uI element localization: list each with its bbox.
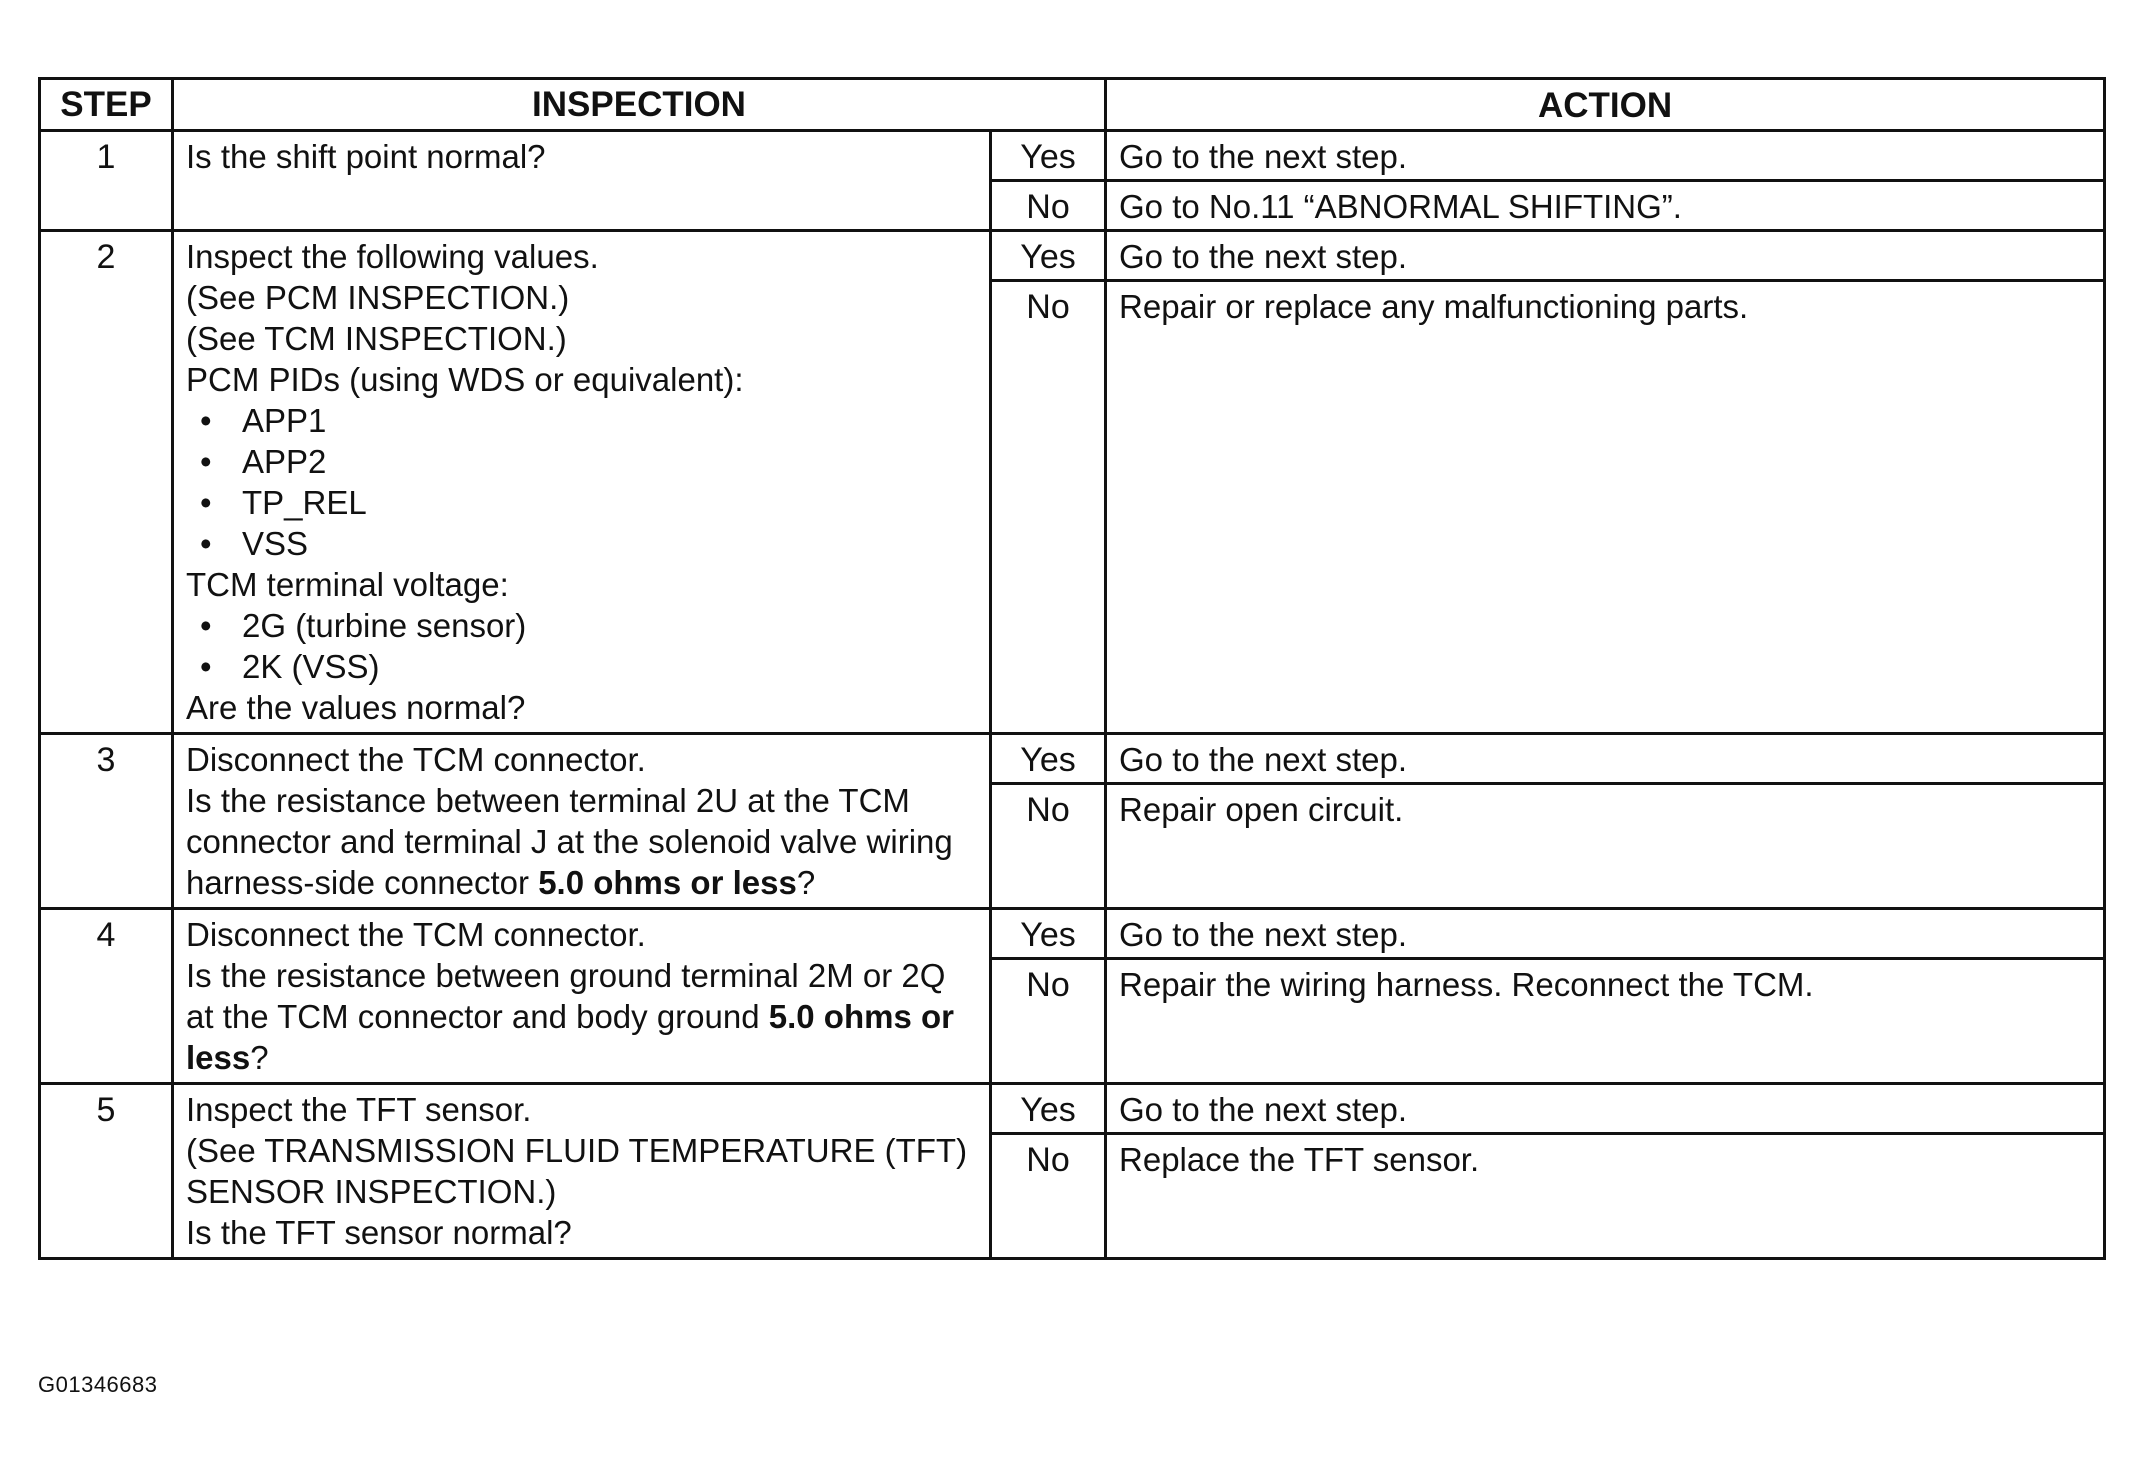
yes-action: Go to the next step.: [1106, 909, 2105, 959]
inspection-end: ?: [250, 1039, 269, 1076]
no-action: Repair the wiring harness. Reconnect the TCM.: [1106, 959, 2105, 1084]
table-row: [40, 734, 2105, 784]
step-number: 4: [40, 909, 173, 1084]
no-action: Repair open circuit.: [1106, 784, 2105, 909]
inspection-line: TCM terminal voltage:: [186, 566, 509, 603]
yes-label: Yes: [991, 131, 1106, 181]
yes-action: Go to the next step.: [1106, 1084, 2105, 1134]
no-action: Repair or replace any malfunctioning parts.: [1106, 281, 2105, 734]
inspection-line: Disconnect the TCM connector.: [186, 741, 646, 778]
header-row: [40, 79, 2105, 131]
inspection-line: Inspect the following values.: [186, 238, 599, 275]
bullet-item: • VSS: [186, 523, 977, 564]
no-label: No: [991, 1134, 1106, 1259]
inspection-line: (See PCM INSPECTION.): [186, 279, 570, 316]
table-row: [40, 131, 2105, 181]
yes-action: Go to the next step.: [1106, 734, 2105, 784]
inspection-bold-value: 5.0 ohms or less: [186, 998, 954, 1076]
inspection-cell: [173, 734, 991, 909]
no-action: Go to No.11 “ABNORMAL SHIFTING”.: [1106, 181, 2105, 231]
yes-action: Go to the next step.: [1106, 231, 2105, 281]
step-number: 1: [40, 131, 173, 231]
no-label: No: [991, 281, 1106, 734]
yes-label: Yes: [991, 1084, 1106, 1134]
yes-label: Yes: [991, 909, 1106, 959]
inspection-line: (See TCM INSPECTION.): [186, 320, 567, 357]
inspection-cell: [173, 1084, 991, 1259]
step-number: 5: [40, 1084, 173, 1259]
header-step: STEP: [40, 79, 173, 131]
bullet-item: • APP2: [186, 441, 977, 482]
figure-code: G01346683: [38, 1372, 158, 1397]
inspection-end: ?: [796, 864, 816, 901]
inspection-line: Are the values normal?: [186, 689, 526, 726]
bullet-item: • 2K (VSS): [186, 646, 977, 687]
step-number: 2: [40, 231, 173, 734]
inspection-line: Is the shift point normal?: [186, 138, 546, 175]
yes-label: Yes: [991, 734, 1106, 784]
inspection-line: Is the resistance between ground terminal 2M or 2Q at the TCM connector and body ground: [186, 957, 946, 1035]
no-label: No: [991, 959, 1106, 1084]
inspection-line: Inspect the TFT sensor.: [186, 1091, 532, 1128]
bullet-item: • TP_REL: [186, 482, 977, 523]
table-row: [40, 909, 2105, 959]
inspection-cell: [173, 131, 991, 231]
inspection-line: (See TRANSMISSION FLUID TEMPERATURE (TFT) SENSOR INSPECTION.): [186, 1132, 968, 1210]
no-label: No: [991, 181, 1106, 231]
bullet-item: • 2G (turbine sensor): [186, 605, 977, 646]
diagnostic-table: [38, 77, 2106, 1260]
step-number: 3: [40, 734, 173, 909]
table-row: [40, 231, 2105, 281]
inspection-cell: [173, 231, 991, 734]
bullet-item: • APP1: [186, 400, 977, 441]
inspection-line: Is the TFT sensor normal?: [186, 1214, 572, 1251]
header-action: ACTION: [1106, 79, 2105, 131]
yes-action: Go to the next step.: [1106, 131, 2105, 181]
yes-label: Yes: [991, 231, 1106, 281]
table-row: [40, 1084, 2105, 1134]
inspection-line: Disconnect the TCM connector.: [186, 916, 646, 953]
header-inspection: INSPECTION: [173, 79, 1106, 131]
no-label: No: [991, 784, 1106, 909]
inspection-cell: [173, 909, 991, 1084]
inspection-line: Is the resistance between terminal 2U at the TCM connector and terminal J at the solenoid valve wiring harness-side connector: [186, 782, 953, 901]
inspection-line: PCM PIDs (using WDS or equivalent):: [186, 361, 744, 398]
inspection-bold-value: 5.0 ohms or less: [538, 864, 797, 901]
no-action: Replace the TFT sensor.: [1106, 1134, 2105, 1259]
